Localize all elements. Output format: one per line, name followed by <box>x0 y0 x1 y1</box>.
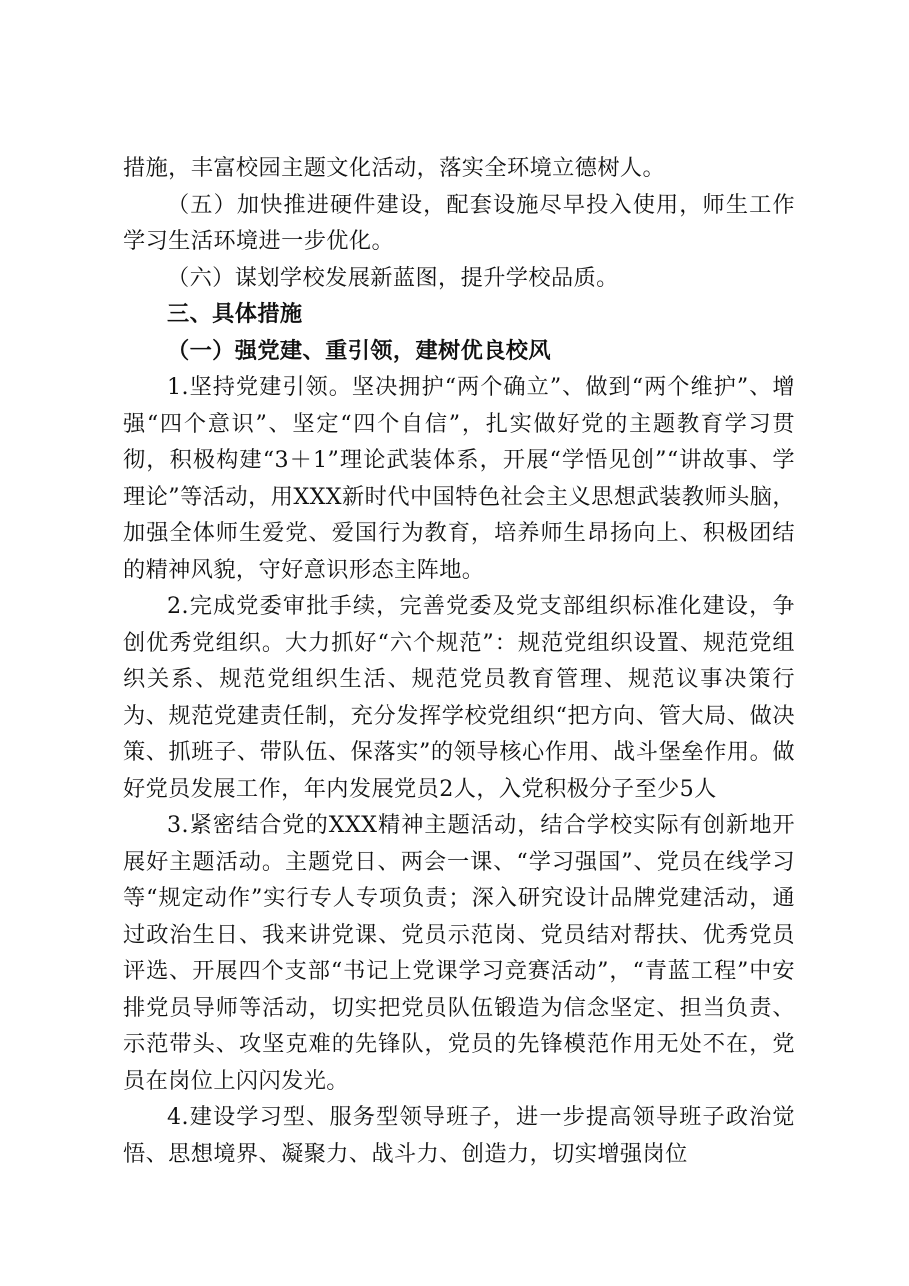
list-item-1: 1.坚持党建引领。坚决拥护“两个确立”、做到“两个维护”、增强“四个意识”、坚定“四个自信”，扎实做好党的主题教育学习贯彻，积极构建“3＋1”理论武装体系，开展“学悟见创”“讲故事、学理论”等活动，用XXX新时代中国特色社会主义思想武装教师头脑，加强全体师生爱党、爱国行为教育，培养师生昂扬向上、积极团结的精神风貌，守好意识形态主阵地。 <box>123 374 795 583</box>
paragraph-continuation: 措施，丰富校园主题文化活动，落实全环境立德树人。 <box>123 155 666 181</box>
list-item-4: 4.建设学习型、服务型领导班子，进一步提高领导班子政治觉悟、思想境界、凝聚力、战斗力、创造力，切实增强岗位 <box>123 1104 795 1167</box>
list-item-2: 2.完成党委审批手续，完善党委及党支部组织标准化建设，争创优秀党组织。大力抓好“六个规范”：规范党组织设置、规范党组织关系、规范党组织生活、规范党员教育管理、规范议事决策行为、规范党建责任制，充分发挥学校党组织“把方向、管大局、做决策、抓班子、带队伍、保落实”的领导核心作用、战斗堡垒作用。做好党员发展工作，年内发展党员2人，入党积极分子至少5人 <box>123 593 795 802</box>
section-heading: 三、具体措施 <box>167 301 303 327</box>
paragraph-item-6: （六）谋划学校发展新蓝图，提升学校品质。 <box>167 264 619 291</box>
paragraph-item-5: （五）加快推进硬件建设，配套设施尽早投入使用，师生工作学习生活环境进一步优化。 <box>123 191 795 254</box>
document-page <box>123 150 795 1172</box>
list-item-3: 3.紧密结合党的XXX精神主题活动，结合学校实际有创新地开展好主题活动。主题党日、两会一课、“学习强国”、党员在线学习等“规定动作”实行专人专项负责；深入研究设计品牌党建活动，通过政治生日、我来讲党课、党员示范岗、党员结对帮扶、优秀党员评选、开展四个支部“书记上党课学习竞赛活动”，“青蓝工程”中安排党员导师等活动，切实把党员队伍锻造为信念坚定、担当负责、示范带头、攻坚克难的先锋队，党员的先锋模范作用无处不在，党员在岗位上闪闪发光。 <box>123 812 795 1094</box>
sub-heading: （一）强党建、重引领，建树优良校风 <box>167 337 551 364</box>
